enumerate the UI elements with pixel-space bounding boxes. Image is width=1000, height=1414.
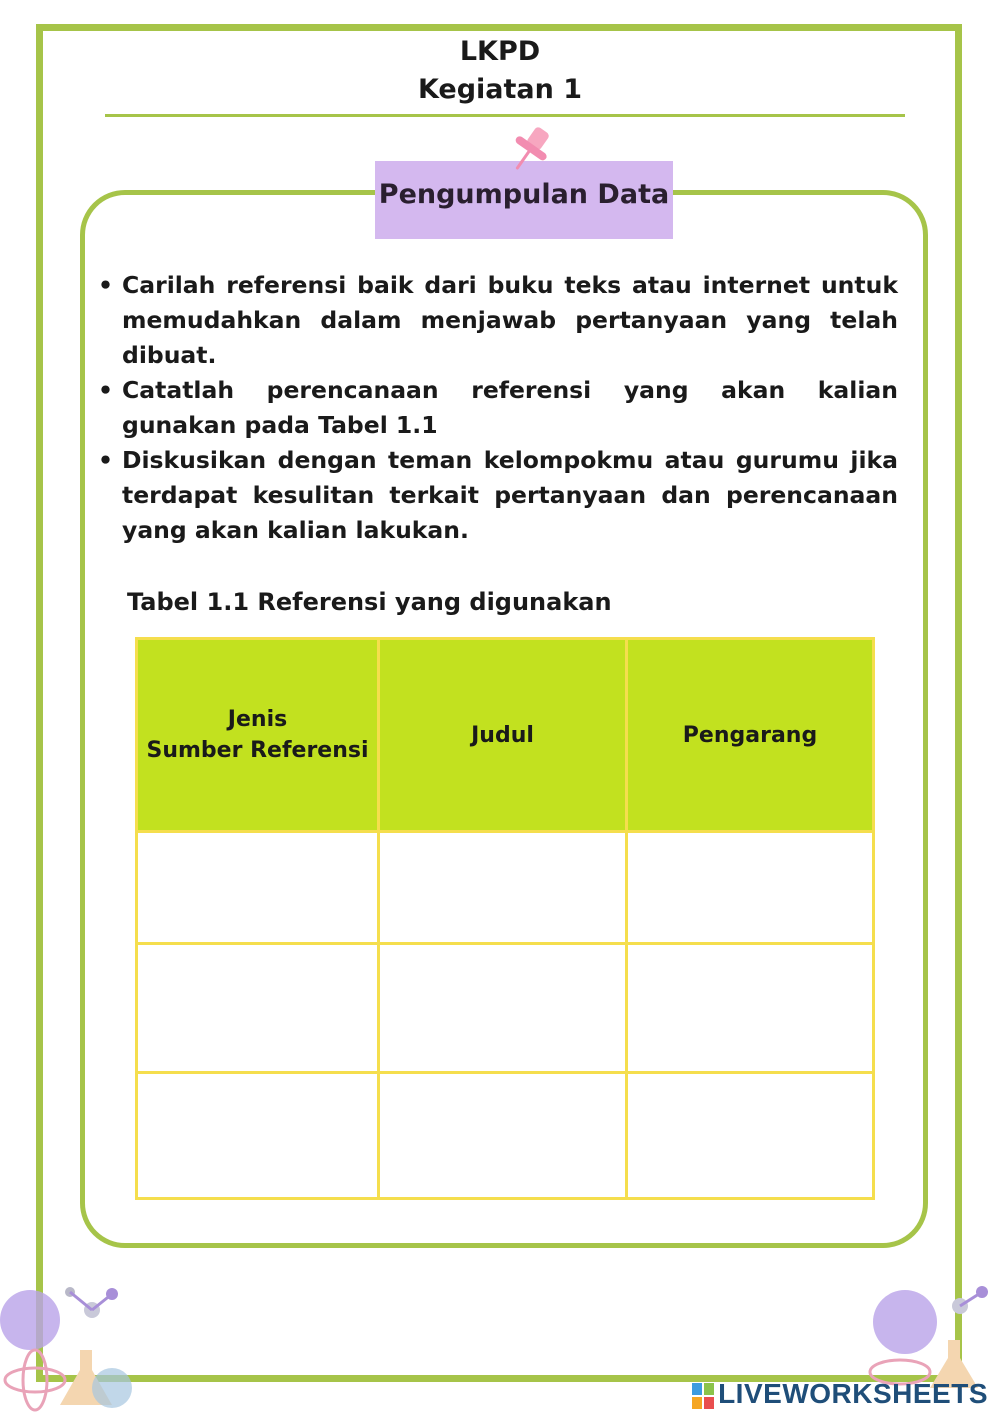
instruction-item (98, 443, 898, 548)
instruction-list (98, 268, 898, 548)
science-decoration-right-icon (860, 1280, 1000, 1390)
table-row (137, 1073, 874, 1199)
page-title: LKPD (459, 36, 541, 67)
bullet-icon: • (98, 271, 114, 299)
section-title: Pengumpulan Data (378, 179, 670, 210)
table-header-row (137, 639, 874, 832)
answer-cell[interactable] (137, 944, 379, 1073)
answer-cell[interactable] (379, 832, 627, 944)
liveworksheets-logo (692, 1378, 988, 1410)
instruction-text: Diskusikan dengan teman kelompokmu atau gurumu jika terdapat kesulitan terkait pertanyaan dan perencanaan yang akan kalian lakukan. (122, 446, 898, 544)
bullet-icon: • (98, 446, 114, 474)
instruction-item (98, 268, 898, 373)
answer-cell[interactable] (379, 944, 627, 1073)
instruction-text: Carilah referensi baik dari buku teks atau internet untuk memudahkan dalam menjawab pertanyaan yang telah dibuat. (122, 271, 898, 369)
answer-cell[interactable] (627, 944, 874, 1073)
pushpin-icon (500, 120, 560, 180)
instruction-text: Catatlah perencanaan referensi yang akan kalian gunakan pada Tabel 1.1 (122, 376, 898, 439)
header-title: Judul (379, 639, 627, 832)
answer-cell[interactable] (627, 832, 874, 944)
header-author: Pengarang (627, 639, 874, 832)
bullet-icon: • (98, 376, 114, 404)
header-source-type: Jenis Sumber Referensi (137, 639, 379, 832)
instruction-item (98, 373, 898, 443)
answer-cell[interactable] (379, 1073, 627, 1199)
table-row (137, 832, 874, 944)
answer-cell[interactable] (627, 1073, 874, 1199)
title-divider (105, 114, 905, 117)
table-caption: Tabel 1.1 Referensi yang digunakan (127, 588, 612, 616)
brand-name: LIVEWORKSHEETS (718, 1378, 988, 1409)
table-row (137, 944, 874, 1073)
page-subtitle: Kegiatan 1 (417, 74, 583, 105)
liveworksheets-icon (692, 1383, 714, 1409)
answer-cell[interactable] (137, 1073, 379, 1199)
answer-cell[interactable] (137, 832, 379, 944)
reference-table (135, 637, 875, 1200)
science-decoration-left-icon (0, 1280, 140, 1414)
